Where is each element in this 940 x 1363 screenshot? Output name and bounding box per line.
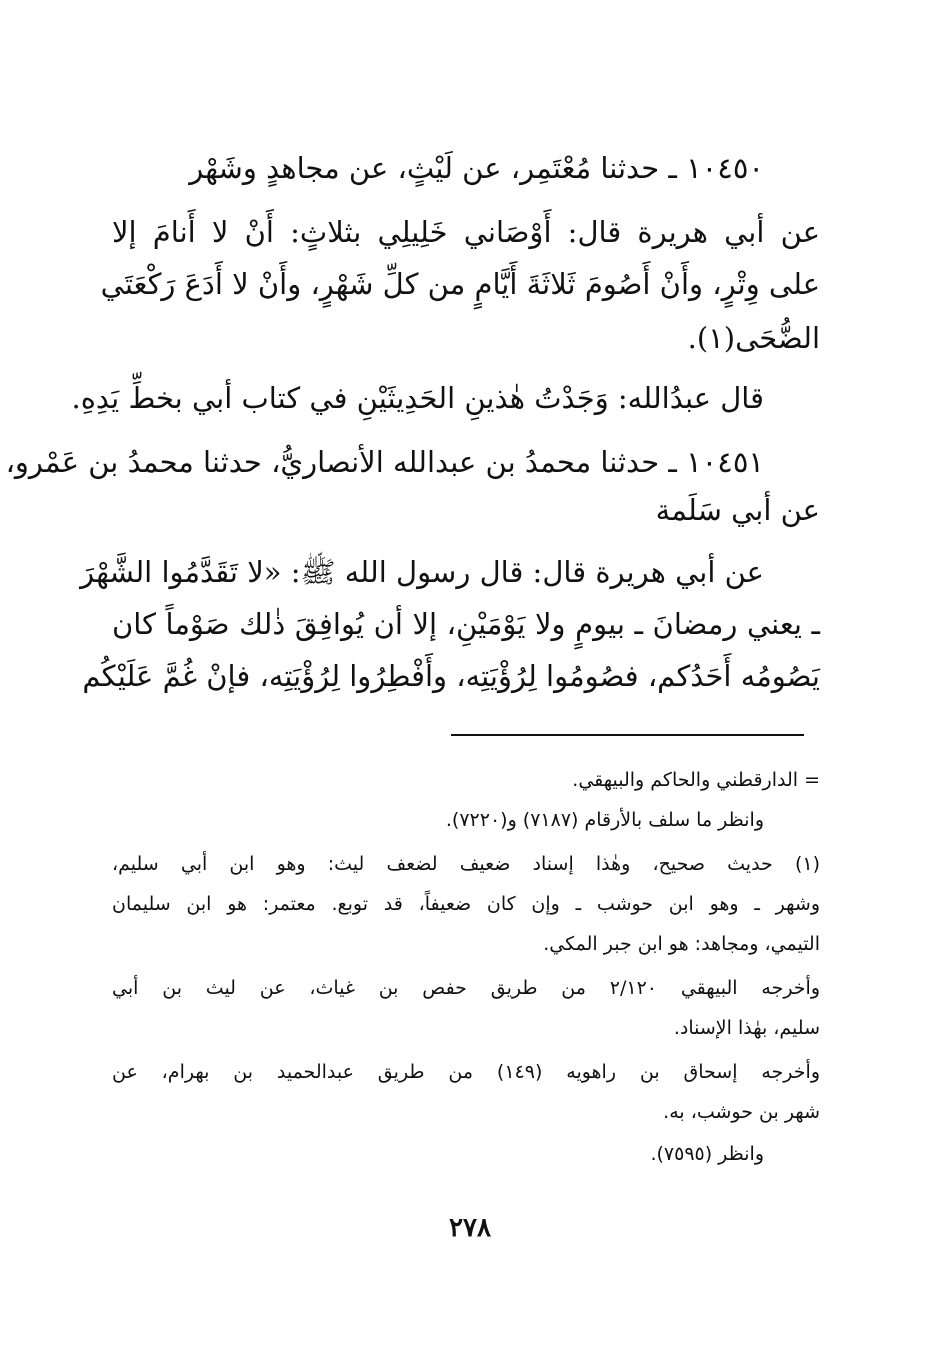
footnote-1-line-2: وشهر ـ وهو ابن حوشب ـ وإن كان ضعيفاً، قد توبع. معتمر: هو ابن سليمان: [112, 893, 820, 915]
footnote-continuation-2: وانظر ما سلف بالأرقام (٧١٨٧) و(٧٢٢٠).: [445, 809, 764, 831]
footnote-1-bayhaqi-line-2: سليم، بهٰذا الإسناد.: [673, 1017, 820, 1039]
hadith-10451-heading-line-2: عن أبي سَلَمة: [655, 493, 820, 527]
hadith-10450-text-line-1: عن أبي هريرة قال: أَوْصَاني خَلِيلِي بثلاثٍ: أَنْ لا أَنامَ إلا: [112, 215, 820, 249]
footnote-separator: [451, 734, 804, 736]
hadith-10450-text-line-3: الضُّحَى(١).: [687, 321, 820, 355]
footnote-1-bayhaqi-line-1: وأخرجه البيهقي ٢/١٢٠ من طريق حفص بن غياث، عن ليث بن أبي: [112, 977, 820, 999]
hadith-10451-text-line-3: يَصُومُه أَحَدُكم، فصُومُوا لِرُؤْيَتِه، وأَفْطِرُوا لِرُؤْيَتِه، فإنْ غُمَّ عَلَيْكُم: [82, 659, 820, 693]
hadith-10450-text-line-2: على وِتْرٍ، وأَنْ أَصُومَ ثَلاثَةَ أَيَّامٍ من كلِّ شَهْرٍ، وأَنْ لا أَدَعَ رَكْعَتَي: [100, 267, 820, 301]
hadith-10451-text-line-1: عن أبي هريرة قال: قال رسول الله ﷺ: «لا تَقَدَّمُوا الشَّهْرَ: [80, 555, 764, 589]
hadith-10451-text-line-2: ـ يعني رمضانَ ـ بيومٍ ولا يَوْمَيْنِ، إلا أن يُوافِقَ ذٰلك صَوْماً كان: [112, 607, 820, 641]
hadith-10450-heading: ١٠٤٥٠ ـ حدثنا مُعْتَمِر، عن لَيْثٍ، عن مجاهدٍ وشَهْر: [189, 151, 764, 185]
footnote-1-line-1: (١) حديث صحيح، وهٰذا إسناد ضعيف لضعف ليث: وهو ابن أبي سليم،: [112, 853, 820, 875]
hadith-10451-heading-line-1: ١٠٤٥١ ـ حدثنا محمدُ بن عبدالله الأنصاريُّ، حدثنا محمدُ بن عَمْرو،: [5, 445, 764, 479]
footnote-1-line-3: التيمي، ومجاهد: هو ابن جبر المكي.: [543, 933, 820, 955]
abdullah-note: قال عبدُالله: وَجَدْتُ هٰذينِ الحَدِيثَيْنِ في كتاب أبي بخطِّ يَدِهِ.: [71, 381, 764, 415]
footnote-1-ishaq-line-1: وأخرجه إسحاق بن راهويه (١٤٩) من طريق عبدالحميد بن بهرام، عن: [112, 1061, 820, 1083]
page-number: ٢٧٨: [449, 1213, 491, 1243]
footnote-continuation-1: = الدارقطني والحاكم والبيهقي.: [572, 769, 820, 791]
footnote-1-ishaq-line-2: شهر بن حوشب، به.: [663, 1101, 820, 1123]
footnote-1-see-also: وانظر (٧٥٩٥).: [650, 1143, 764, 1165]
